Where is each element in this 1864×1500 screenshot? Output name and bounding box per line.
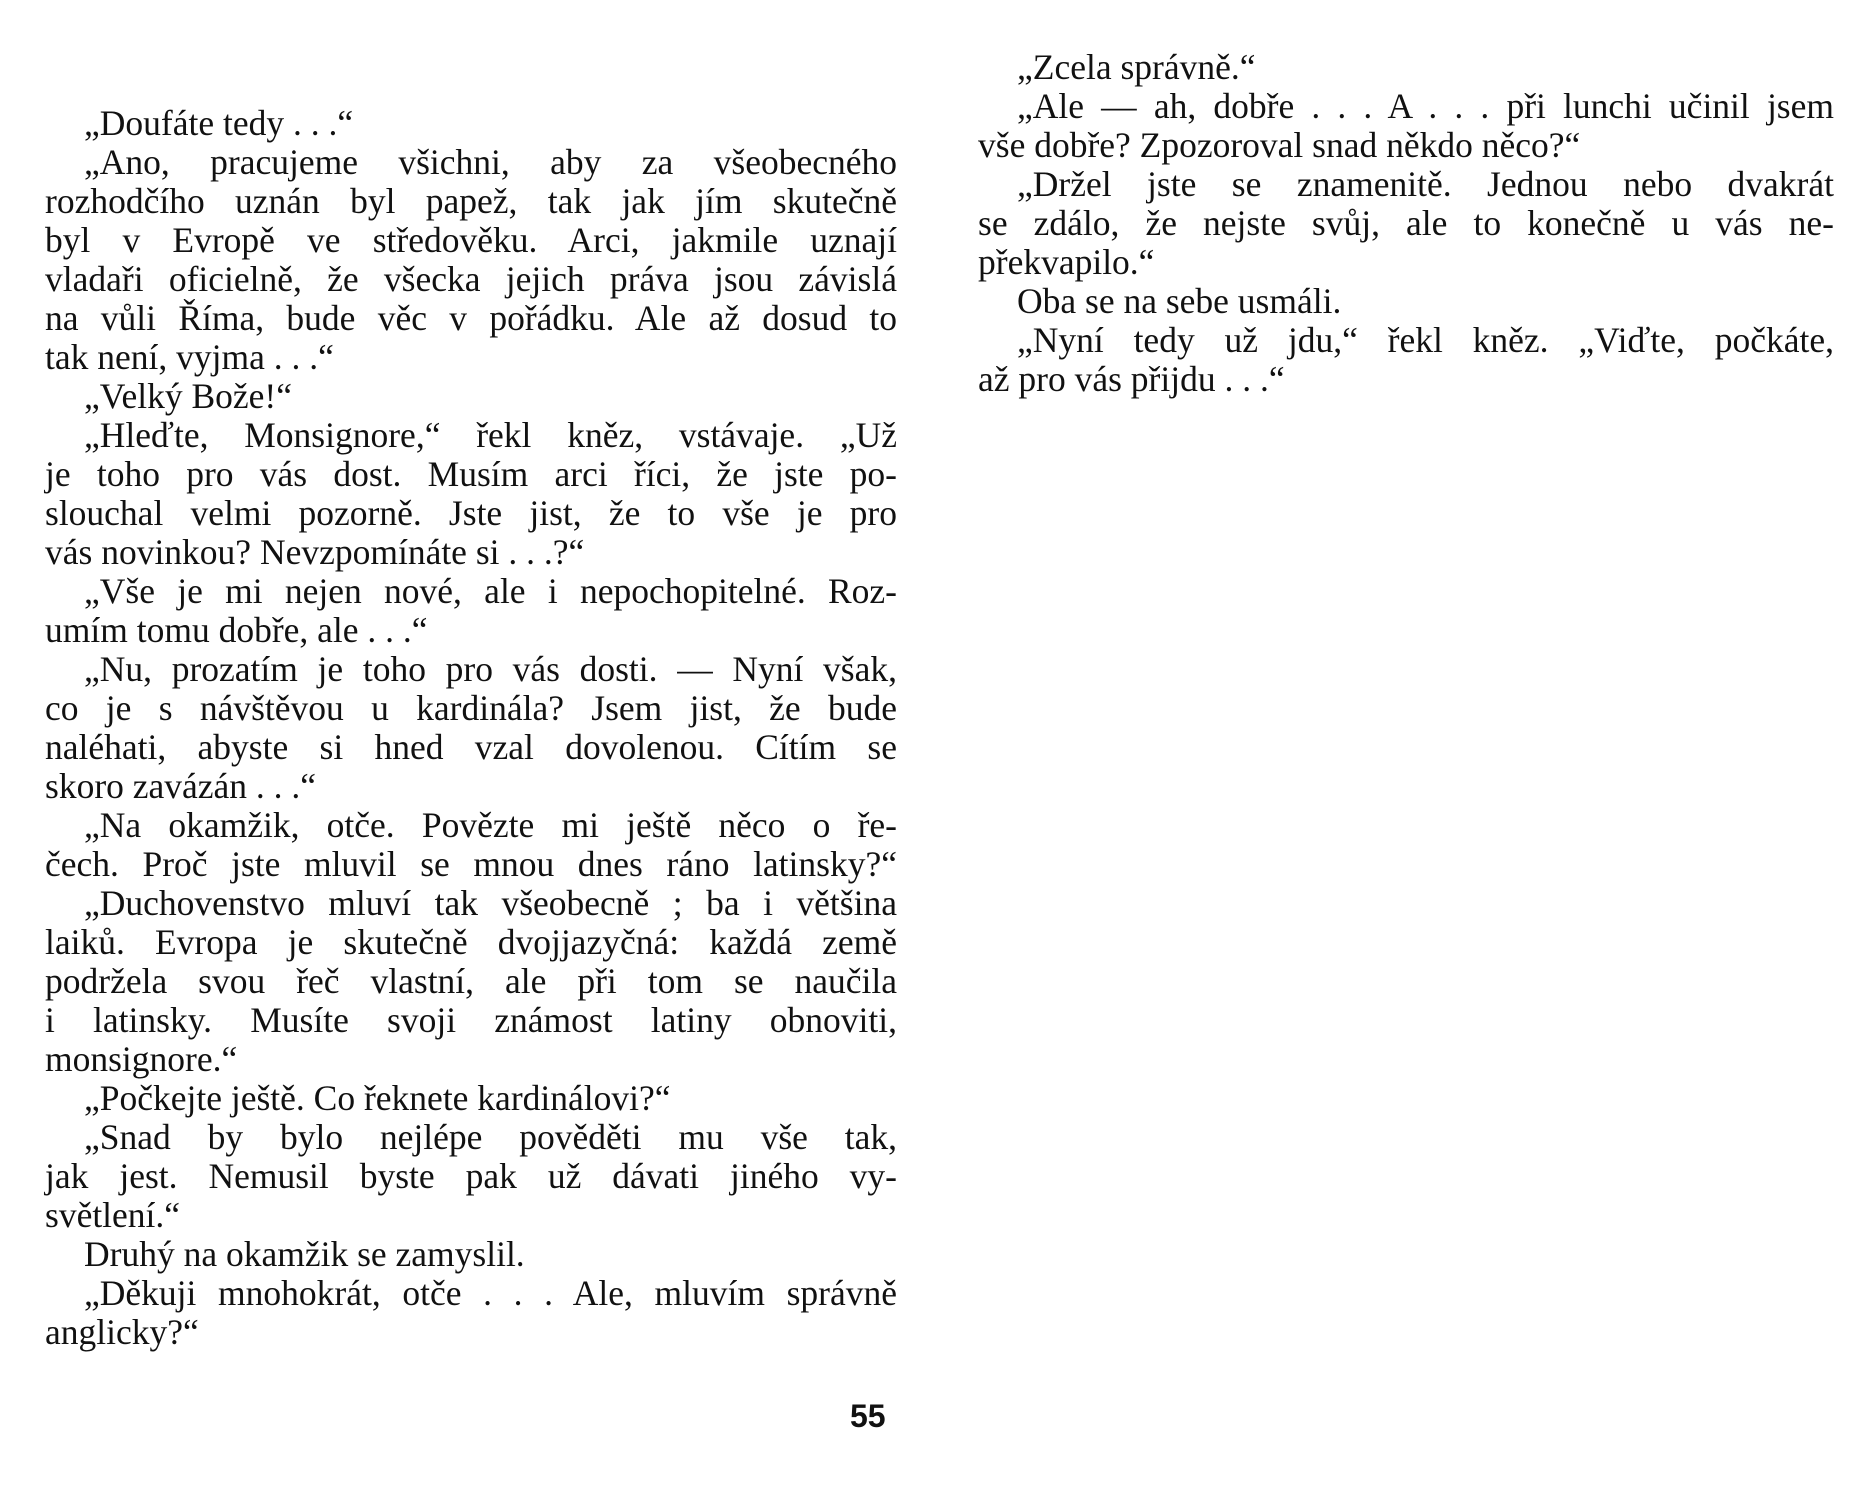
text-line: umím tomu dobře, ale . . .“ <box>45 610 428 650</box>
text-line: monsignore.“ <box>45 1039 238 1079</box>
text-line: „Snad by bylo nejlépe pověděti mu vše tak, <box>84 1117 897 1157</box>
text-line: „Velký Bože!“ <box>84 376 292 416</box>
text-line: „Doufáte tedy . . .“ <box>84 103 354 143</box>
text-line: laiků. Evropa je skutečně dvojjazyčná: každá země <box>45 922 897 962</box>
text-line: rozhodčího uznán byl papež, tak jak jím skutečně <box>45 181 897 221</box>
page-number: 55 <box>850 1398 886 1434</box>
text-line: čech. Proč jste mluvil se mnou dnes ráno latinsky?“ <box>45 844 897 884</box>
text-line: anglicky?“ <box>45 1312 199 1352</box>
text-line: „Nyní tedy už jdu,“ řekl kněz. „Viďte, počkáte, <box>1017 320 1834 360</box>
text-line: „Zcela správně.“ <box>1017 47 1256 87</box>
right-page-text <box>978 48 1834 399</box>
text-line: i latinsky. Musíte svoji známost latiny obnoviti, <box>45 1000 897 1040</box>
text-line: „Ano, pracujeme všichni, aby za všeobecného <box>84 142 897 182</box>
text-line: je toho pro vás dost. Musím arci říci, že jste po- <box>45 454 897 494</box>
text-line: se zdálo, že nejste svůj, ale to konečně u vás ne- <box>978 203 1834 243</box>
text-line: Oba se na sebe usmáli. <box>1017 281 1342 321</box>
text-line: co je s návštěvou u kardinála? Jsem jist, že bude <box>45 688 897 728</box>
text-line: světlení.“ <box>45 1195 181 1235</box>
text-line: vladaři oficielně, že všecka jejich práva jsou závislá <box>45 259 897 299</box>
text-line: na vůli Říma, bude věc v pořádku. Ale až dosud to <box>45 298 897 338</box>
text-line: až pro vás přijdu . . .“ <box>978 359 1285 399</box>
text-line: „Ale — ah, dobře . . . A . . . při lunchi učinil jsem <box>1017 86 1834 126</box>
text-line: „Hleďte, Monsignore,“ řekl kněz, vstávaje. „Už <box>84 415 897 455</box>
text-line: jak jest. Nemusil byste pak už dávati jiného vy- <box>45 1156 897 1196</box>
text-line: „Na okamžik, otče. Povězte mi ještě něco o ře- <box>84 805 897 845</box>
text-line: tak není, vyjma . . .“ <box>45 337 334 377</box>
text-line: podržela svou řeč vlastní, ale při tom se naučila <box>45 961 897 1001</box>
text-line: „Počkejte ještě. Co řeknete kardinálovi?“ <box>84 1078 671 1118</box>
text-line: „Držel jste se znamenitě. Jednou nebo dvakrát <box>1017 164 1834 204</box>
text-line: Druhý na okamžik se zamyslil. <box>84 1234 525 1274</box>
text-line: skoro zavázán . . .“ <box>45 766 317 806</box>
text-line: naléhati, abyste si hned vzal dovolenou. Cítím se <box>45 727 897 767</box>
text-line: vše dobře? Zpozoroval snad někdo něco?“ <box>978 125 1581 165</box>
text-line: „Nu, prozatím je toho pro vás dosti. — Nyní však, <box>84 649 897 689</box>
text-line: byl v Evropě ve středověku. Arci, jakmile uznají <box>45 220 897 260</box>
text-line: „Duchovenstvo mluví tak všeobecně ; ba i většina <box>84 883 897 923</box>
text-line: slouchal velmi pozorně. Jste jist, že to vše je pro <box>45 493 897 533</box>
text-line: překvapilo.“ <box>978 242 1155 282</box>
text-line: „Vše je mi nejen nové, ale i nepochopitelné. Roz- <box>84 571 897 611</box>
text-line: „Děkuji mnohokrát, otče . . . Ale, mluvím správně <box>84 1273 897 1313</box>
left-page-text <box>45 104 897 1352</box>
text-line: vás novinkou? Nevzpomínáte si . . .?“ <box>45 532 585 572</box>
